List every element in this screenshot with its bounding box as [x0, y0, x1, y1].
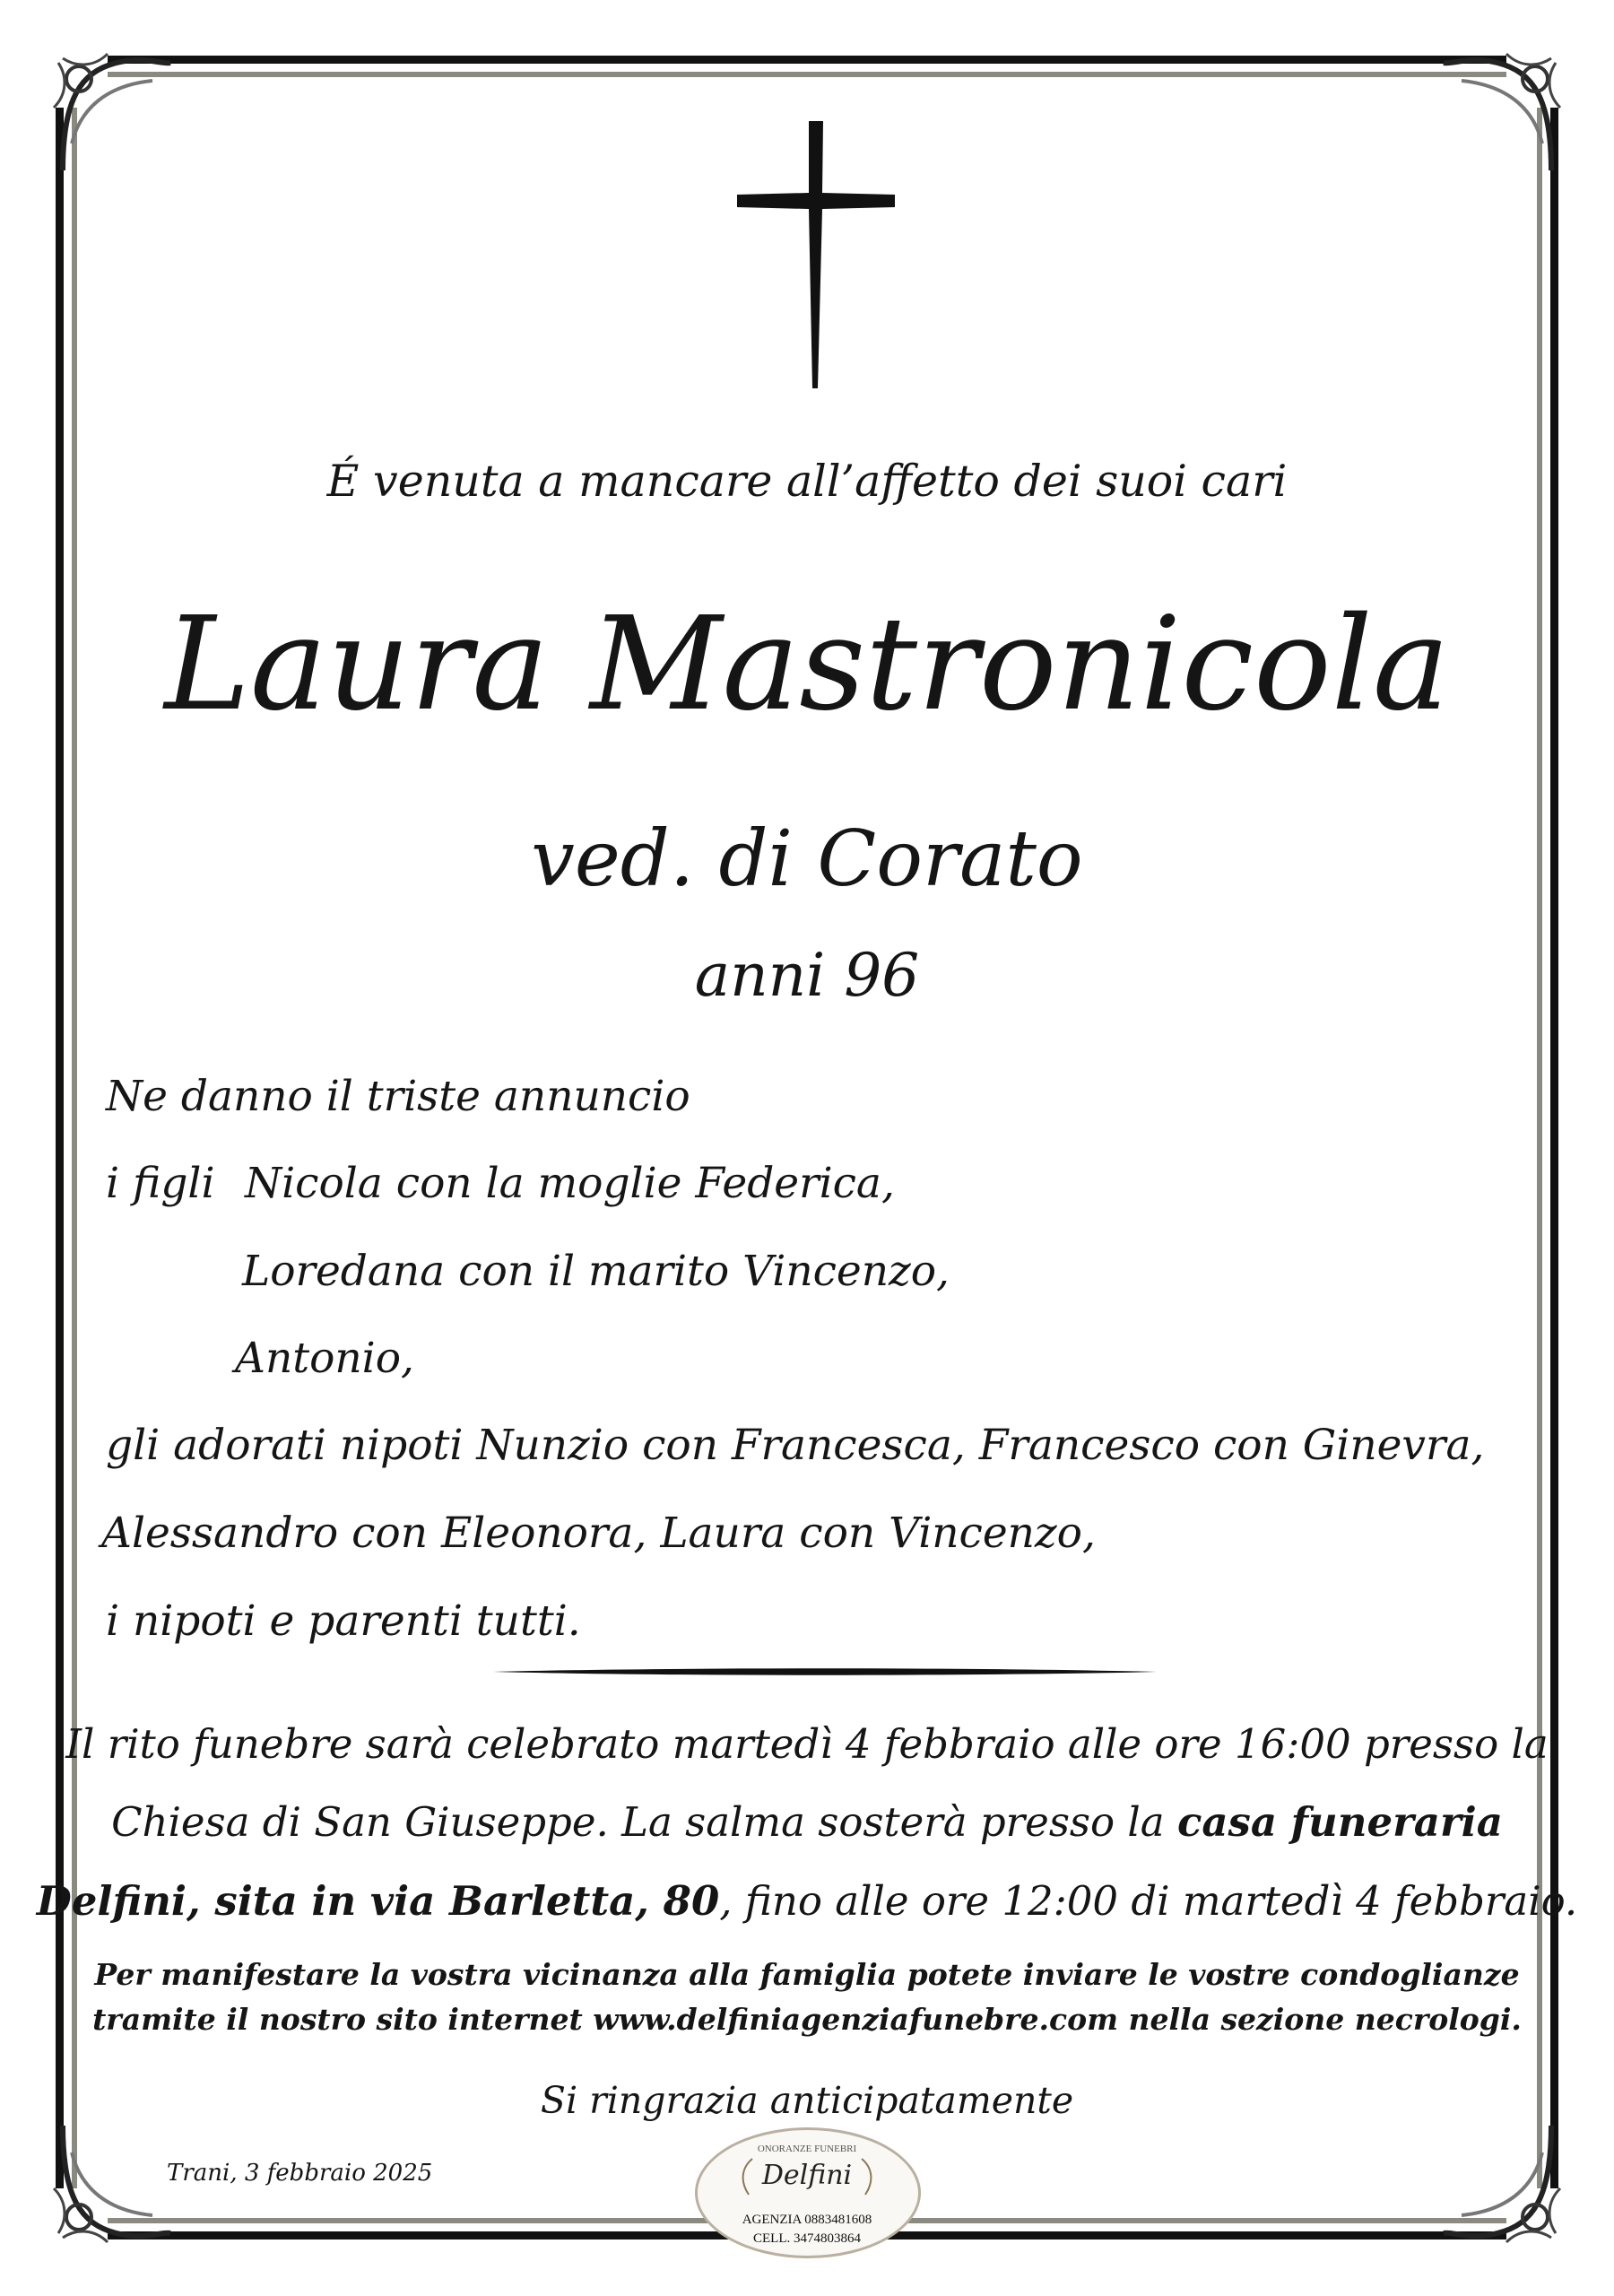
corner-ornament-icon — [45, 2117, 179, 2251]
grandchildren-line: gli adorati nipoti Nunzio con Francesca, Francesco con Ginevra, — [106, 1421, 1485, 1470]
child-entry: Antonio, — [235, 1334, 414, 1383]
child-entry: Nicola con la moglie Federica, — [245, 1159, 895, 1208]
condolences-line: Per manifestare la vostra vicinanza alla famiglia potete inviare le vostre condoglianze — [94, 1957, 1520, 1992]
funeral-line — [0, 1798, 1614, 1846]
frame-right-border — [1550, 108, 1558, 2188]
deceased-name: Laura Mastronicola — [164, 588, 1450, 739]
children-label: i figli — [106, 1159, 215, 1208]
agency-phone: AGENZIA 0883481608 — [742, 2213, 872, 2227]
divider-line — [493, 1665, 1157, 1678]
widow-of: ved. di Corato — [531, 814, 1083, 904]
corner-ornament-icon — [1435, 45, 1569, 179]
corner-ornament-icon — [1435, 2117, 1569, 2251]
agency-phone: CELL. 3474803864 — [753, 2231, 861, 2246]
frame-top-border — [108, 56, 1506, 64]
cross-icon — [735, 121, 897, 390]
funeral-text: , fino alle ore 12:00 di martedì 4 febbraio. — [719, 1877, 1578, 1925]
funeral-line — [0, 1877, 1614, 1925]
funeral-text: Chiesa di San Giuseppe. La salma sosterà presso la — [111, 1798, 1177, 1846]
condolences-line: tramite il nostro sito internet www.delfiniagenziafunebre.com nella sezione necrologi. — [92, 2002, 1522, 2037]
age: anni 96 — [694, 941, 920, 1010]
funeral-line: Il rito funebre sarà celebrato martedì 4 febbraio alle ore 16:00 presso la — [65, 1720, 1549, 1768]
frame-right-inner — [1537, 108, 1542, 2188]
frame-top-inner — [108, 72, 1506, 77]
funeral-text-bold: casa funeraria — [1176, 1798, 1503, 1846]
intro-text: É venuta a mancare all’affetto dei suoi cari — [326, 456, 1288, 507]
agency-logo — [695, 2127, 919, 2271]
frame-left-border — [56, 108, 64, 2188]
announce-line: Ne danno il triste annuncio — [106, 1072, 690, 1121]
corner-ornament-icon — [45, 45, 179, 179]
agency-logo-caption: ONORANZE FUNEBRI — [757, 2144, 857, 2154]
agency-logo-name: Delfini — [761, 2160, 853, 2191]
relatives-line: i nipoti e parenti tutti. — [106, 1596, 581, 1646]
thanks-text: Si ringrazia anticipatamente — [540, 2079, 1074, 2122]
frame-left-inner — [72, 108, 77, 2188]
child-entry: Loredana con il marito Vincenzo, — [242, 1247, 950, 1296]
funeral-text-bold: Delfini, sita in via Barletta, 80 — [36, 1877, 720, 1925]
grandchildren-line: Alessandro con Eleonora, Laura con Vincenzo, — [101, 1509, 1096, 1558]
place-date: Trani, 3 febbraio 2025 — [167, 2160, 433, 2187]
